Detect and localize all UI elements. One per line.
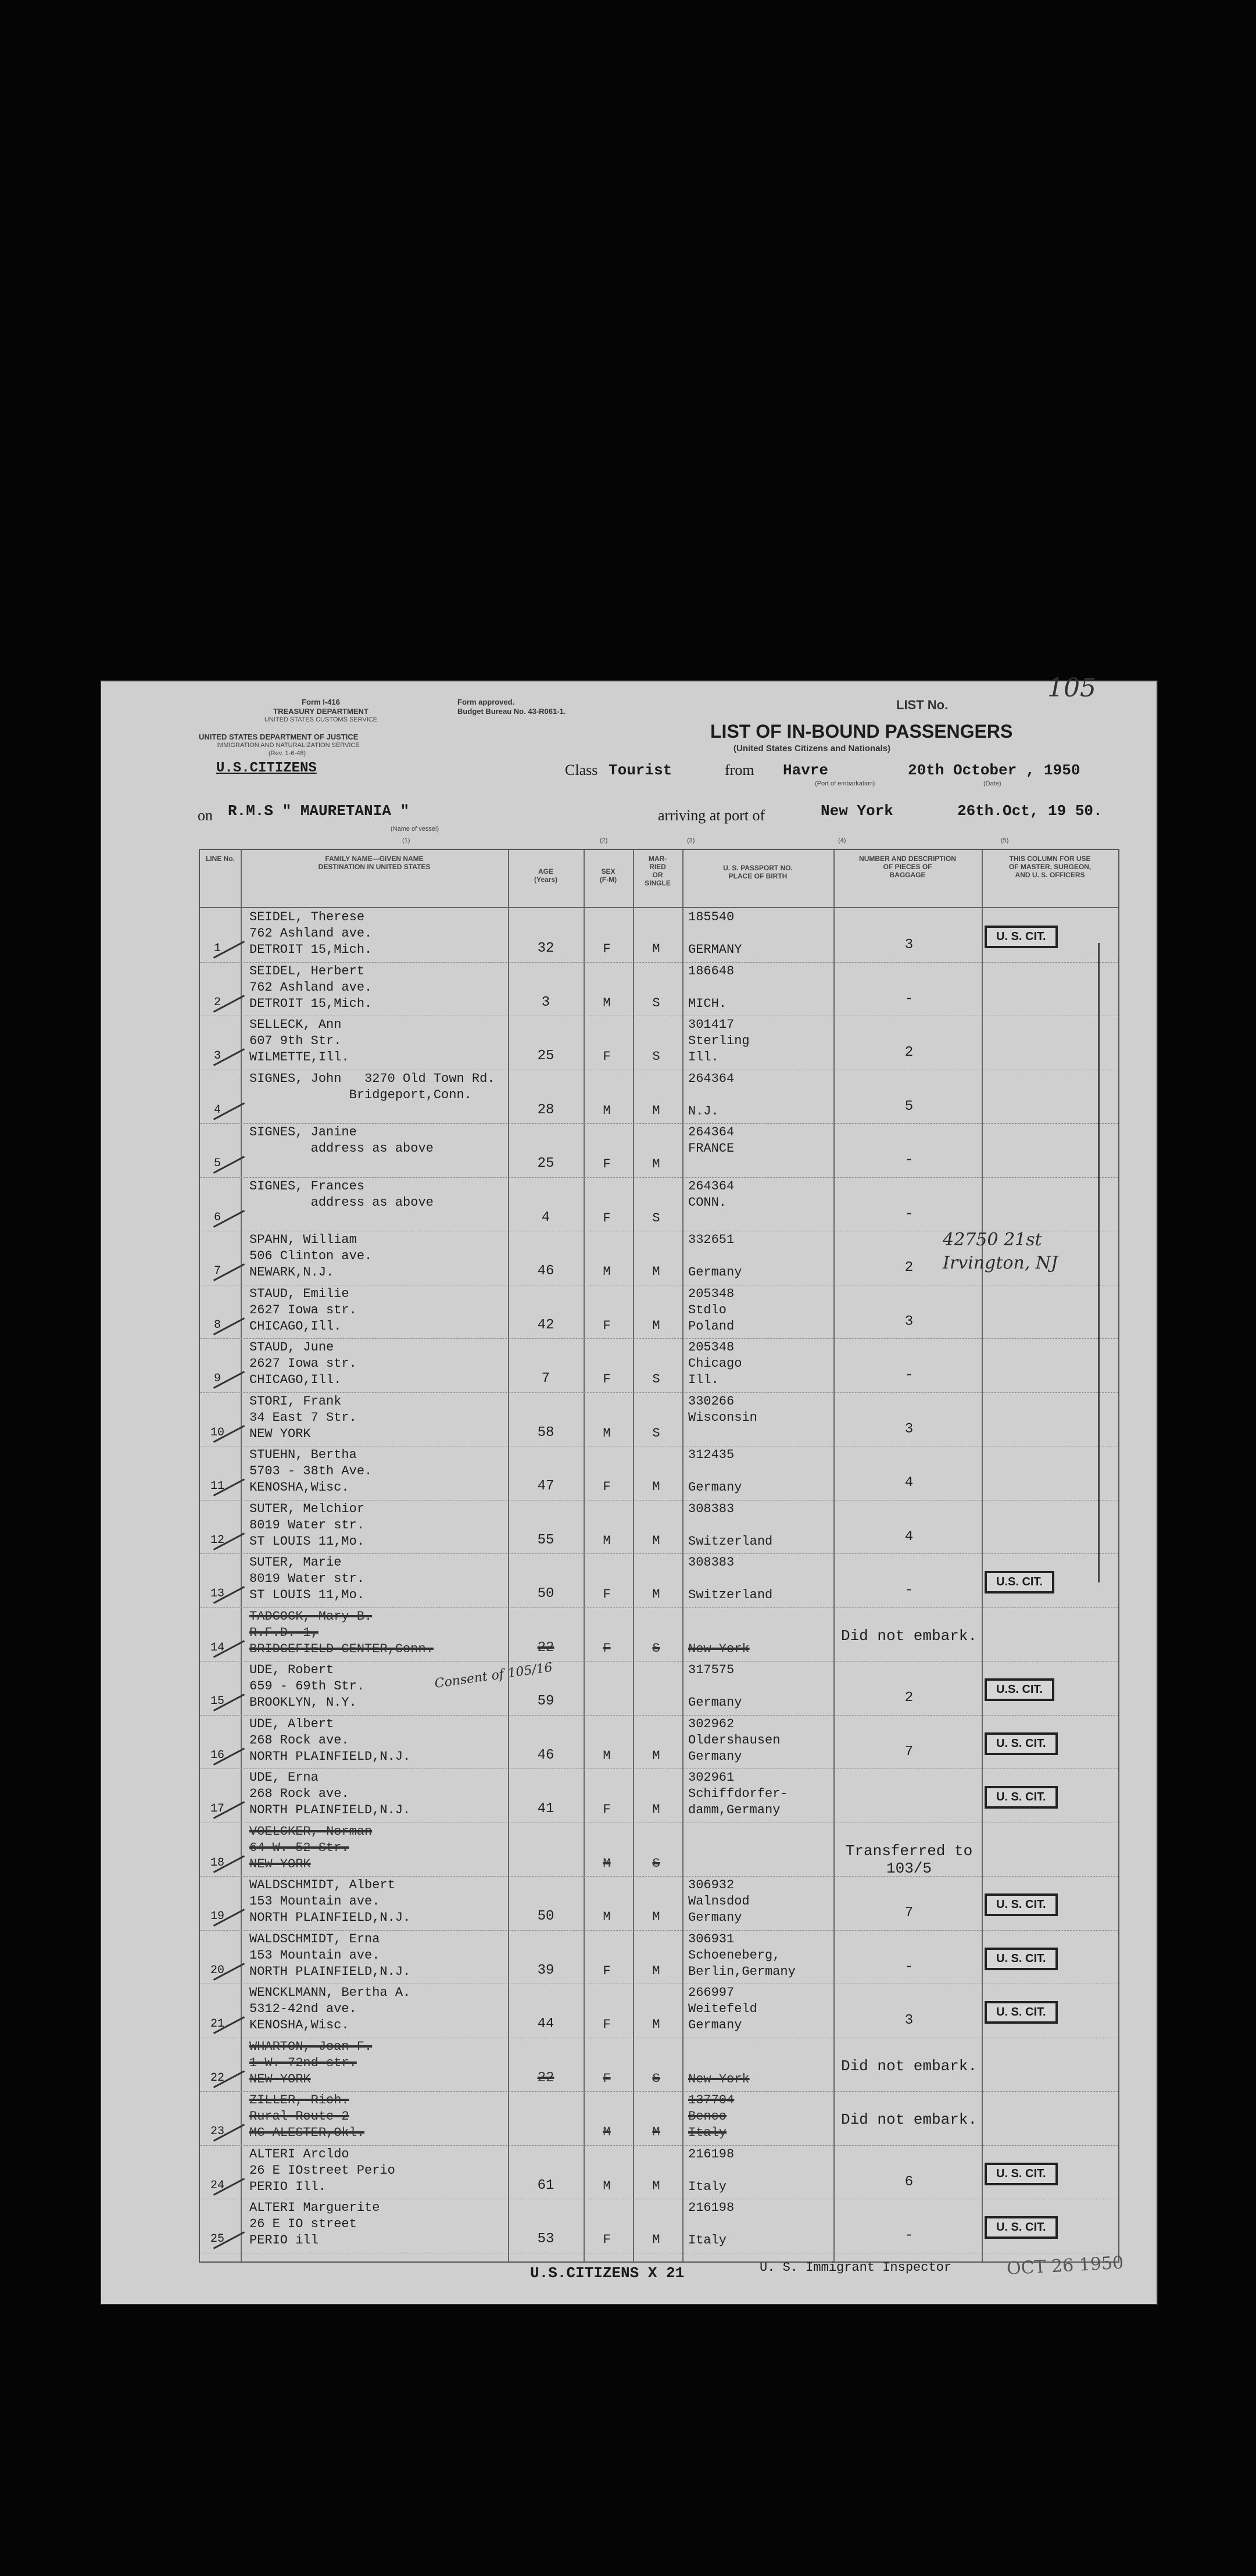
line-number: 4: [213, 1103, 221, 1117]
us-cit-stamp: U. S. CIT.: [985, 2163, 1058, 2185]
passport-birthplace: New York: [688, 1641, 750, 1656]
passenger-sex: F: [603, 1049, 611, 1064]
baggage-count: 6: [904, 2174, 914, 2190]
baggage-remark: Did not embark.: [840, 2111, 978, 2128]
baggage-count: 4: [904, 1475, 914, 1491]
passenger-marital: M: [652, 2178, 660, 2193]
passport-birthplace: 216198 Italy: [688, 2200, 735, 2248]
us-cit-stamp: U. S. CIT.: [985, 1732, 1058, 1755]
col-age: AGE (Years): [534, 867, 558, 884]
officer-cell: [985, 1732, 1118, 1755]
passenger-marital: M: [652, 1963, 660, 1978]
line-number: 21: [210, 2017, 224, 2031]
col-sex: SEX (F-M): [599, 867, 617, 884]
table-row: [200, 2091, 1118, 2143]
col-ref-3: (3): [687, 837, 695, 844]
passenger-age: 4: [541, 1209, 550, 1226]
officer-column-line: [1098, 943, 1100, 1582]
us-cit-stamp: U. S. CIT.: [985, 1786, 1058, 1809]
table-row: [200, 1661, 1118, 1713]
passenger-sex: F: [603, 1802, 611, 1817]
passenger-age: 61: [537, 2177, 554, 2193]
manifest-subtitle: (United States Citizens and Nationals): [733, 744, 891, 753]
baggage-remark: Transferred to 103/5: [845, 1842, 973, 1877]
col-ref-4: (4): [838, 837, 846, 844]
passport-birthplace: 306932 Walnsdod Germany: [688, 1878, 750, 1925]
passenger-sex: F: [603, 942, 611, 956]
passenger-age: 58: [537, 1424, 554, 1441]
form-revision: (Rev. 1-6-48): [269, 750, 306, 757]
passenger-marital: M: [652, 1748, 660, 1763]
passenger-name: UDE, Erna 268 Rock ave. NORTH PLAINFIELD,N.J.: [249, 1770, 411, 1817]
baggage-count: 3: [904, 1421, 914, 1437]
passenger-sex: F: [603, 1157, 611, 1171]
list-no-label: LIST No.: [896, 698, 949, 712]
passport-birthplace: 312435 Germany: [688, 1448, 742, 1495]
vessel-caption: (Name of vessel): [391, 826, 439, 833]
port-embark-caption: (Port of embarkation): [815, 780, 875, 787]
passenger-sex: M: [603, 1856, 611, 1871]
line-number: 11: [210, 1480, 224, 1493]
passenger-sex: F: [603, 2071, 611, 2086]
passenger-sex: M: [603, 1103, 611, 1118]
passenger-name: ALTERI Arcldo 26 E IOstreet Perio PERIO Ill.: [249, 2146, 395, 2194]
passenger-marital: M: [652, 1533, 660, 1548]
baggage-count: 7: [904, 1905, 914, 1921]
departure-date: 20th October , 1950: [908, 762, 1080, 779]
passenger-sex: F: [603, 1641, 611, 1656]
form-approved: Form approved.: [457, 698, 515, 706]
us-cit-stamp: U. S. CIT.: [985, 2216, 1058, 2239]
passenger-name: SIGNES, John 3270 Old Town Rd. Bridgeport,Conn.: [249, 1071, 495, 1102]
baggage-count: -: [904, 991, 914, 1007]
passenger-name: VOELCKER, Norman 64 W. 52 Str. NEW YORK: [249, 1824, 373, 1871]
passport-birthplace: 185540 GERMANY: [688, 910, 742, 957]
passenger-age: 50: [537, 1586, 554, 1602]
baggage-count: 2: [904, 1045, 914, 1060]
line-number: 7: [213, 1264, 221, 1278]
passenger-marital: M: [652, 1802, 660, 1817]
passenger-age: 44: [537, 2016, 554, 2032]
table-row: [200, 1070, 1118, 1122]
line-number: 8: [213, 1318, 221, 1332]
passport-birthplace: 216198 Italy: [688, 2146, 735, 2194]
table-row: [200, 1768, 1118, 1821]
passenger-name: SEIDEL, Herbert 762 Ashland ave. DETROIT 15,Mich.: [249, 963, 373, 1011]
passport-birthplace: 137704 Benco Italy: [688, 2093, 735, 2140]
passenger-age: 55: [537, 1532, 554, 1548]
passport-birthplace: 308383 Switzerland: [688, 1555, 773, 1602]
baggage-count: -: [904, 1582, 914, 1598]
us-cit-stamp: U. S. CIT.: [985, 926, 1058, 948]
line-number: 19: [210, 1910, 224, 1923]
passenger-name: STORI, Frank 34 East 7 Str. NEW YORK: [249, 1394, 357, 1441]
line-number: 9: [213, 1372, 221, 1385]
line-number: 13: [210, 1587, 224, 1600]
passenger-sex: M: [603, 1533, 611, 1548]
col-name: FAMILY NAME—GIVEN NAME DESTINATION IN UNITED STATES: [318, 855, 431, 871]
vessel-name: R.M.S " MAURETANIA ": [228, 802, 410, 820]
corner-number: 105: [1047, 673, 1096, 703]
passenger-marital: M: [652, 2017, 660, 2032]
table-row: [200, 1177, 1118, 1230]
passenger-name: WHARTON, Joan F. 1 W. 72nd str. NEW YORK: [249, 2039, 373, 2086]
col-baggage: NUMBER AND DESCRIPTION OF PIECES OF BAGGAGE: [859, 855, 956, 879]
table-row: [200, 1984, 1118, 2036]
handwritten-note: Irvington, NJ: [943, 1253, 1058, 1273]
col-officers: THIS COLUMN FOR USE OF MASTER, SURGEON, AND U. S. OFFICERS: [1008, 855, 1092, 879]
passenger-sex: M: [603, 1425, 611, 1441]
us-cit-stamp: U. S. CIT.: [985, 1948, 1058, 1970]
line-number: 20: [210, 1963, 224, 1977]
baggage-count: 7: [904, 1743, 914, 1760]
passenger-marital: S: [652, 1372, 660, 1387]
passenger-age: 50: [537, 1909, 554, 1924]
passenger-age: 42: [537, 1317, 554, 1333]
passport-birthplace: 317575 Germany: [688, 1663, 742, 1710]
passenger-sex: M: [603, 995, 611, 1010]
passport-birthplace: 306931 Schoeneberg, Berlin,Germany: [688, 1931, 796, 1979]
inspector-label: U. S. Immigrant Inspector: [760, 2260, 952, 2275]
line-number: 6: [213, 1210, 221, 1224]
manifest-sheet: [100, 673, 1158, 2305]
table-row: [200, 2145, 1118, 2198]
table-row: [200, 1553, 1118, 1606]
baggage-count: 3: [904, 937, 914, 953]
officer-cell: [985, 2001, 1118, 2024]
table-row: [200, 962, 1118, 1014]
passport-birthplace: 308383 Switzerland: [688, 1501, 773, 1549]
line-number: 10: [210, 1425, 224, 1439]
passenger-name: WALDSCHMIDT, Erna 153 Mountain ave. NORTH PLAINFIELD,N.J.: [249, 1931, 411, 1979]
passenger-name: SIGNES, Frances address as above: [249, 1178, 434, 1210]
baggage-count: 3: [904, 1313, 914, 1330]
passenger-sex: M: [603, 2125, 611, 2139]
us-cit-stamp: U.S. CIT.: [985, 1678, 1054, 1701]
baggage-count: 3: [904, 2013, 914, 2028]
passenger-marital: S: [652, 1049, 660, 1064]
class-value: Tourist: [609, 762, 672, 779]
passenger-age: 28: [537, 1102, 554, 1118]
arrival-port: New York: [821, 802, 893, 820]
justice-dept: UNITED STATES DEPARTMENT OF JUSTICE: [199, 733, 359, 741]
arriving-label: arriving at port of: [658, 807, 765, 824]
passenger-table: [199, 849, 1119, 2263]
from-value: Havre: [783, 762, 829, 779]
passenger-sex: F: [603, 1210, 611, 1226]
passenger-marital: M: [652, 1910, 660, 1924]
baggage-count: -: [904, 1367, 914, 1383]
table-row: [200, 2199, 1118, 2251]
table-row: [200, 1285, 1118, 1337]
table-row: [200, 1823, 1118, 1875]
form-number: Form I-416: [302, 698, 340, 706]
passenger-sex: M: [603, 2178, 611, 2193]
passport-birthplace: 302961 Schiffdorfer- damm,Germany: [688, 1770, 788, 1817]
passenger-age: 39: [537, 1962, 554, 1978]
table-row: [200, 1392, 1118, 1445]
passenger-name: ALTERI Marguerite 26 E IO street PERIO ill: [249, 2200, 380, 2248]
customs-service: UNITED STATES CUSTOMS SERVICE: [264, 716, 378, 723]
line-number: 12: [210, 1533, 224, 1547]
passenger-age: 25: [537, 1048, 554, 1064]
passenger-age: 3: [541, 994, 550, 1010]
passenger-name: SELLECK, Ann 607 9th Str. WILMETTE,Ill.: [249, 1017, 349, 1064]
passport-birthplace: 205348 Chicago Ill.: [688, 1340, 742, 1387]
passenger-age: 47: [537, 1478, 554, 1494]
on-label: on: [198, 807, 213, 824]
passenger-name: SPAHN, William 506 Clinton ave. NEWARK,N.J.: [249, 1232, 373, 1280]
passport-birthplace: New York: [688, 2071, 750, 2086]
passenger-name: SUTER, Marie 8019 Water str. ST LOUIS 11,Mo.: [249, 1555, 365, 1602]
table-row: [200, 1930, 1118, 1982]
passenger-age: 32: [537, 941, 554, 956]
arrival-date: 26th.Oct, 19 50.: [957, 802, 1103, 820]
passenger-name: WALDSCHMIDT, Albert 153 Mountain ave. NORTH PLAINFIELD,N.J.: [249, 1878, 411, 1925]
baggage-remark: Did not embark.: [840, 2057, 978, 2075]
passenger-name: SUTER, Melchior 8019 Water str. ST LOUIS 11,Mo.: [249, 1501, 365, 1549]
table-body: [200, 908, 1118, 2257]
from-label: from: [725, 762, 754, 778]
class-label: Class: [565, 762, 598, 778]
passenger-name: UDE, Albert 268 Rock ave. NORTH PLAINFIELD,N.J.: [249, 1716, 411, 1764]
us-citizens-label: U.S.CITIZENS: [216, 760, 317, 776]
passenger-age: 41: [537, 1801, 554, 1817]
col-line-no: LINE No.: [206, 855, 235, 863]
handwritten-note: 42750 21st: [943, 1230, 1042, 1250]
passenger-age: 46: [537, 1263, 554, 1279]
passenger-sex: F: [603, 1372, 611, 1387]
passenger-age: 22: [537, 2070, 554, 2086]
passenger-marital: M: [652, 2125, 660, 2139]
baggage-count: -: [904, 1959, 914, 1975]
line-number: 3: [213, 1049, 221, 1063]
date-stamp: OCT 26 1950: [1006, 2252, 1124, 2280]
us-cit-stamp: U. S. CIT.: [985, 1893, 1058, 1916]
passenger-marital: M: [652, 1318, 660, 1333]
passenger-name: STAUD, Emilie 2627 Iowa str. CHICAGO,Ill.: [249, 1286, 357, 1334]
baggage-count: -: [904, 1152, 914, 1168]
passport-birthplace: 301417 Sterling Ill.: [688, 1017, 750, 1064]
baggage-count: 2: [904, 1260, 914, 1276]
passenger-name: SIGNES, Janine address as above: [249, 1125, 434, 1156]
passenger-marital: M: [652, 2232, 660, 2247]
baggage-remark: Did not embark.: [840, 1627, 978, 1645]
line-number: 15: [210, 1695, 224, 1708]
passenger-age: 25: [537, 1156, 554, 1171]
passenger-sex: M: [603, 1910, 611, 1924]
line-number: 22: [210, 2071, 224, 2085]
passenger-marital: M: [652, 1103, 660, 1118]
passenger-sex: F: [603, 2232, 611, 2247]
us-cit-stamp: U.S. CIT.: [985, 1571, 1054, 1594]
table-row: [200, 1715, 1118, 1767]
citizens-total: U.S.CITIZENS X 21: [530, 2264, 685, 2282]
line-number: 1: [213, 942, 221, 955]
officer-cell: [985, 2163, 1118, 2185]
passenger-age: 22: [537, 1639, 554, 1656]
table-row: [200, 1338, 1118, 1391]
passenger-marital: S: [652, 1856, 660, 1871]
passenger-sex: F: [603, 1318, 611, 1333]
table-row: [200, 1123, 1118, 1176]
table-row: [200, 1607, 1118, 1660]
line-number: 2: [213, 995, 221, 1009]
line-number: 24: [210, 2178, 224, 2192]
passenger-marital: M: [652, 1587, 660, 1602]
passport-birthplace: 332651 Germany: [688, 1232, 742, 1280]
col-passport: U. S. PASSPORT NO. PLACE OF BIRTH: [723, 864, 793, 880]
passenger-age: 46: [537, 1747, 554, 1763]
baggage-count: 4: [904, 1528, 914, 1545]
budget-bureau: Budget Bureau No. 43-R061-1.: [457, 707, 566, 716]
passenger-age: 53: [537, 2231, 554, 2247]
baggage-count: -: [904, 2228, 914, 2243]
passenger-sex: F: [603, 1963, 611, 1978]
col-ref-2: (2): [600, 837, 608, 844]
baggage-count: 5: [904, 1098, 914, 1114]
passenger-marital: S: [652, 1425, 660, 1441]
table-row: [200, 1016, 1118, 1068]
passenger-marital: S: [652, 1641, 660, 1656]
passenger-sex: M: [603, 1264, 611, 1279]
passport-birthplace: 264364 N.J.: [688, 1071, 735, 1119]
handwritten-note: Consent of 105/16: [434, 1660, 554, 1692]
baggage-count: -: [904, 1206, 914, 1222]
officer-cell: [985, 1786, 1118, 1809]
passenger-sex: M: [603, 1748, 611, 1763]
officer-cell: [985, 2216, 1118, 2239]
manifest-title: LIST OF IN-BOUND PASSENGERS: [710, 721, 1013, 742]
line-number: 25: [210, 2232, 224, 2246]
line-number: 5: [213, 1157, 221, 1170]
officer-cell: [985, 1893, 1118, 1916]
passenger-marital: S: [652, 2071, 660, 2086]
table-row: [200, 1876, 1118, 1928]
table-row: [200, 2038, 1118, 2090]
passport-birthplace: 205348 Stdlo Poland: [688, 1286, 735, 1334]
passport-birthplace: 266997 Weitefeld Germany: [688, 1985, 757, 2032]
passenger-marital: M: [652, 942, 660, 956]
ins-service: IMMIGRATION AND NATURALIZATION SERVICE: [216, 742, 360, 749]
officer-cell: [985, 1678, 1118, 1701]
passenger-name: SEIDEL, Therese 762 Ashland ave. DETROIT 15,Mich.: [249, 910, 373, 957]
line-number: 23: [210, 2125, 224, 2138]
col-marital: MAR- RIED OR SINGLE: [645, 855, 671, 887]
passenger-marital: S: [652, 1210, 660, 1226]
treasury-dept: TREASURY DEPARTMENT: [273, 707, 368, 716]
table-row: [200, 1446, 1118, 1498]
passenger-name: ZILLER, Rich. Rural Route 2 MC ALESTER,Okl.: [249, 2093, 365, 2140]
table-row: [200, 908, 1118, 960]
passport-birthplace: 302962 Oldershausen Germany: [688, 1716, 781, 1764]
col-ref-5: (5): [1001, 837, 1009, 844]
officer-cell: [985, 1948, 1118, 1970]
line-number: 17: [210, 1802, 224, 1816]
line-number: 18: [210, 1856, 224, 1870]
passport-birthplace: 264364 FRANCE: [688, 1125, 735, 1156]
passenger-name: UDE, Robert 659 - 69th Str. BROOKLYN, N.Y.: [249, 1663, 365, 1710]
passenger-name: STAUD, June 2627 Iowa str. CHICAGO,Ill.: [249, 1340, 357, 1387]
passenger-age: 7: [541, 1371, 550, 1387]
passenger-sex: F: [603, 1480, 611, 1494]
line-number: 14: [210, 1641, 224, 1655]
us-cit-stamp: U. S. CIT.: [985, 2001, 1058, 2024]
passport-birthplace: 186648 MICH.: [688, 963, 735, 1011]
passport-birthplace: 264364 CONN.: [688, 1178, 735, 1210]
passenger-marital: S: [652, 995, 660, 1010]
passenger-name: TADCOCK, Mary B. R.F.D. 1, BRIDGEFIELD CENTER,Conn.: [249, 1609, 434, 1656]
passenger-marital: M: [652, 1264, 660, 1279]
passenger-marital: M: [652, 1157, 660, 1171]
passenger-name: WENCKLMANN, Bertha A. 5312-42nd ave. KENOSHA,Wisc.: [249, 1985, 411, 2032]
date-caption: (Date): [983, 780, 1001, 787]
passport-birthplace: 330266 Wisconsin: [688, 1394, 757, 1425]
col-ref-1: (1): [402, 837, 410, 844]
passenger-sex: F: [603, 2017, 611, 2032]
baggage-count: 2: [904, 1690, 914, 1706]
passenger-marital: M: [652, 1480, 660, 1494]
passenger-sex: F: [603, 1587, 611, 1602]
passenger-age: 59: [537, 1693, 554, 1709]
table-row: [200, 1500, 1118, 1552]
line-number: 16: [210, 1748, 224, 1762]
passenger-name: STUEHN, Bertha 5703 - 38th Ave. KENOSHA,Wisc.: [249, 1448, 373, 1495]
